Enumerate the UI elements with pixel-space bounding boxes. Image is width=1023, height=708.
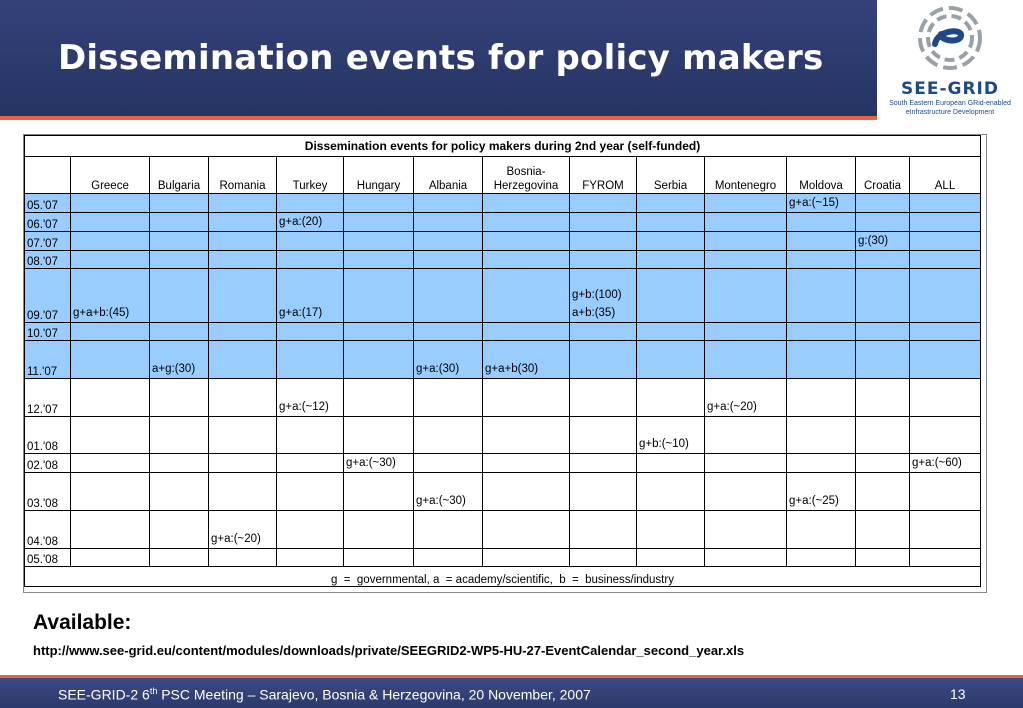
table-cell — [705, 232, 787, 251]
table-cell — [483, 232, 570, 251]
available-label: Available: — [33, 611, 132, 634]
table-cell — [414, 511, 483, 549]
row-date: 12.'07 — [25, 379, 71, 417]
table-row — [25, 232, 981, 251]
table-row — [25, 251, 981, 269]
table-cell: a+g:(30) — [150, 341, 209, 379]
table-cell — [856, 549, 910, 567]
table-cell — [150, 454, 209, 473]
table-cell — [414, 251, 483, 269]
column-header: Hungary — [344, 157, 414, 194]
column-header-line-1: Bosnia- — [506, 166, 546, 178]
table-cell — [209, 323, 277, 341]
table-cell: g+a:(~20) — [705, 379, 787, 417]
table-cell — [637, 473, 705, 511]
column-header: Montenegro — [705, 157, 787, 194]
table-row — [25, 194, 981, 213]
table-cell — [209, 232, 277, 251]
table-cell — [787, 454, 856, 473]
table-cell — [483, 511, 570, 549]
table-cell — [705, 213, 787, 232]
footer-prefix: SEE-GRID-2 6 — [58, 686, 150, 703]
table-cell — [277, 323, 344, 341]
table-cell — [414, 454, 483, 473]
table-cell — [856, 269, 910, 323]
table-cell — [150, 511, 209, 549]
table-cell — [71, 213, 150, 232]
table-row — [25, 269, 981, 323]
table-cell — [787, 379, 856, 417]
column-header: FYROM — [570, 157, 637, 194]
table-cell — [209, 341, 277, 379]
table-row — [25, 213, 981, 232]
table-cell — [277, 549, 344, 567]
table-cell — [787, 417, 856, 454]
row-date: 05.'08 — [25, 549, 71, 567]
column-header: ALL — [910, 157, 981, 194]
table-cell — [910, 232, 981, 251]
row-date: 03.'08 — [25, 473, 71, 511]
table-cell — [209, 417, 277, 454]
column-header: Turkey — [277, 157, 344, 194]
table-cell — [344, 251, 414, 269]
table-row — [25, 379, 981, 417]
legend-row — [25, 567, 981, 587]
table-cell — [570, 454, 637, 473]
table-cell — [150, 213, 209, 232]
table-row — [25, 549, 981, 567]
row-date: 05.'07 — [25, 194, 71, 213]
table-cell — [910, 379, 981, 417]
table-cell — [787, 251, 856, 269]
table-cell — [910, 417, 981, 454]
slide-header — [0, 0, 877, 116]
table-cell — [705, 417, 787, 454]
footer-sup: th — [149, 686, 158, 696]
table-cell: g+a:(~60) — [910, 454, 981, 473]
table-cell — [910, 213, 981, 232]
table-cell — [150, 251, 209, 269]
table-cell: g+a+b:(45) — [71, 269, 150, 323]
table-cell — [414, 323, 483, 341]
table-cell — [344, 473, 414, 511]
table-cell — [705, 323, 787, 341]
table-cell: g+b:(100) a+b:(35) — [570, 269, 637, 323]
table-cell — [910, 251, 981, 269]
table-cell — [277, 232, 344, 251]
table-cell — [637, 213, 705, 232]
table-cell — [570, 323, 637, 341]
table-cell — [910, 473, 981, 511]
table-cell — [150, 549, 209, 567]
table-cell — [570, 251, 637, 269]
table-cell — [570, 232, 637, 251]
table-cell — [705, 269, 787, 323]
table-cell — [483, 417, 570, 454]
table-cell — [150, 417, 209, 454]
table-row — [25, 511, 981, 549]
table-cell — [483, 213, 570, 232]
table-cell — [277, 511, 344, 549]
table-cell — [209, 269, 277, 323]
table-cell — [414, 232, 483, 251]
table-cell — [705, 194, 787, 213]
table-cell — [209, 549, 277, 567]
table-cell — [856, 251, 910, 269]
table-cell — [856, 341, 910, 379]
table-cell — [856, 213, 910, 232]
table-cell — [71, 379, 150, 417]
row-date: 01.'08 — [25, 417, 71, 454]
table-row — [25, 473, 981, 511]
see-grid-logo — [877, 0, 1023, 122]
table-cell — [414, 379, 483, 417]
table-cell — [787, 269, 856, 323]
table-cell — [71, 323, 150, 341]
table-cell — [71, 232, 150, 251]
table-title-row — [25, 136, 981, 157]
table-cell — [570, 379, 637, 417]
table-cell: g+a:(~30) — [344, 454, 414, 473]
table-cell — [787, 323, 856, 341]
table-cell — [483, 473, 570, 511]
table-cell — [910, 269, 981, 323]
table-cell — [910, 341, 981, 379]
table-row — [25, 323, 981, 341]
table-cell — [570, 341, 637, 379]
table-cell — [637, 341, 705, 379]
logo-tagline-line-2: eInfrastructure Development — [905, 109, 995, 116]
row-date: 08.'07 — [25, 251, 71, 269]
table-cell — [910, 511, 981, 549]
swirl-logo-icon — [877, 0, 1023, 80]
table-cell — [344, 194, 414, 213]
table-cell — [209, 251, 277, 269]
table-cell — [414, 549, 483, 567]
table-cell — [71, 473, 150, 511]
column-header: Greece — [71, 157, 150, 194]
table-cell — [277, 341, 344, 379]
table-cell: g+a:(~25) — [787, 473, 856, 511]
table-cell — [637, 251, 705, 269]
table-cell: g+a:(~20) — [209, 511, 277, 549]
download-link[interactable]: http://www.see-grid.eu/content/modules/downloads/private/SEEGRID2-WP5-HU-27-EventCalendar_second_year.xls — [33, 643, 745, 658]
table-cell — [150, 232, 209, 251]
row-date: 09.'07 — [25, 269, 71, 323]
table-cell — [856, 194, 910, 213]
table-cell — [344, 323, 414, 341]
row-date: 06.'07 — [25, 213, 71, 232]
table-cell — [414, 194, 483, 213]
table-cell — [414, 269, 483, 323]
table-cell — [637, 379, 705, 417]
table-cell — [483, 323, 570, 341]
header-accent-line — [0, 116, 877, 120]
table-cell — [344, 341, 414, 379]
table-cell — [150, 269, 209, 323]
table-cell — [787, 549, 856, 567]
table-cell — [344, 379, 414, 417]
table-cell: g+b:(~10) — [637, 417, 705, 454]
table-cell — [787, 511, 856, 549]
column-header: Albania — [414, 157, 483, 194]
table-cell — [570, 511, 637, 549]
table-cell — [483, 269, 570, 323]
table-cell — [705, 454, 787, 473]
row-date: 02.'08 — [25, 454, 71, 473]
footer-suffix: PSC Meeting – Sarajevo, Bosnia & Herzegovina, 20 November, 2007 — [157, 686, 591, 703]
table-cell — [856, 473, 910, 511]
table-cell — [856, 511, 910, 549]
table-cell — [344, 549, 414, 567]
table-cell — [483, 194, 570, 213]
table-cell — [705, 511, 787, 549]
table-cell — [344, 417, 414, 454]
table-cell — [705, 549, 787, 567]
table-cell — [344, 213, 414, 232]
table-cell — [71, 417, 150, 454]
table-cell — [209, 194, 277, 213]
table-cell — [637, 323, 705, 341]
table-cell — [277, 473, 344, 511]
table-cell: g+a+b(30) — [483, 341, 570, 379]
row-date: 10.'07 — [25, 323, 71, 341]
table-cell: g:(30) — [856, 232, 910, 251]
table-cell — [705, 473, 787, 511]
table-cell — [570, 213, 637, 232]
column-header: Moldova — [787, 157, 856, 194]
table-cell — [570, 194, 637, 213]
table-cell — [787, 341, 856, 379]
table-cell — [277, 417, 344, 454]
table-title: Dissemination events for policy makers during 2nd year (self-funded) — [25, 136, 981, 157]
table-cell — [637, 549, 705, 567]
table-cell — [910, 194, 981, 213]
table-cell — [277, 454, 344, 473]
header-corner — [25, 157, 71, 194]
table-cell — [71, 341, 150, 379]
table-cell — [483, 251, 570, 269]
table-cell — [277, 194, 344, 213]
table-cell: g+a:(20) — [277, 213, 344, 232]
table-cell: g+a:(~15) — [787, 194, 856, 213]
events-table — [24, 135, 981, 587]
table-cell — [637, 511, 705, 549]
row-date: 04.'08 — [25, 511, 71, 549]
logo-tagline-line-1: South Eastern European GRid-enabled — [889, 100, 1011, 107]
table-cell: g+a:(~12) — [277, 379, 344, 417]
table-cell — [483, 379, 570, 417]
table-cell: g+a:(17) — [277, 269, 344, 323]
table-cell — [856, 417, 910, 454]
table-cell — [414, 213, 483, 232]
table-cell — [344, 269, 414, 323]
column-header: Croatia — [856, 157, 910, 194]
table-row — [25, 417, 981, 454]
table-cell — [344, 511, 414, 549]
table-cell — [637, 454, 705, 473]
table-cell — [637, 194, 705, 213]
page-number: 13 — [950, 686, 966, 702]
page-title: Dissemination events for policy makers — [58, 38, 824, 78]
table-cell — [856, 454, 910, 473]
table-cell — [344, 232, 414, 251]
table-cell — [910, 323, 981, 341]
table-cell — [71, 454, 150, 473]
table-cell — [414, 417, 483, 454]
row-date: 11.'07 — [25, 341, 71, 379]
table-cell — [570, 473, 637, 511]
table-cell — [787, 232, 856, 251]
table-cell — [856, 379, 910, 417]
table-row — [25, 454, 981, 473]
table-cell — [705, 251, 787, 269]
logo-tagline — [877, 99, 1023, 117]
table-cell — [71, 194, 150, 213]
row-date: 07.'07 — [25, 232, 71, 251]
table-cell — [209, 379, 277, 417]
table-cell — [209, 473, 277, 511]
table-cell — [150, 194, 209, 213]
table-cell — [71, 549, 150, 567]
table-cell — [209, 454, 277, 473]
table-cell — [150, 473, 209, 511]
table-cell — [856, 323, 910, 341]
table-cell: g+a:(~30) — [414, 473, 483, 511]
footer-meeting-text — [58, 686, 591, 703]
legend-text: g = governmental, a = academy/scientific, b = business/industry — [25, 567, 981, 587]
table-cell — [483, 549, 570, 567]
column-header-line-2: Herzegovina — [493, 180, 559, 192]
table-cell — [150, 379, 209, 417]
table-cell — [71, 251, 150, 269]
table-cell: g+a:(30) — [414, 341, 483, 379]
column-header — [483, 157, 570, 194]
table-cell — [637, 269, 705, 323]
table-header-row — [25, 157, 981, 194]
table-cell — [705, 341, 787, 379]
table-row — [25, 341, 981, 379]
logo-name: SEE-GRID — [900, 79, 999, 99]
column-header: Romania — [209, 157, 277, 194]
table-cell — [570, 549, 637, 567]
column-header: Bulgaria — [150, 157, 209, 194]
table-cell — [483, 454, 570, 473]
table-cell — [209, 213, 277, 232]
spreadsheet-table — [23, 134, 987, 593]
column-header: Serbia — [637, 157, 705, 194]
table-cell — [570, 417, 637, 454]
table-cell — [787, 213, 856, 232]
table-cell — [150, 323, 209, 341]
table-cell — [910, 549, 981, 567]
table-cell — [277, 251, 344, 269]
table-cell — [637, 232, 705, 251]
table-cell — [71, 511, 150, 549]
